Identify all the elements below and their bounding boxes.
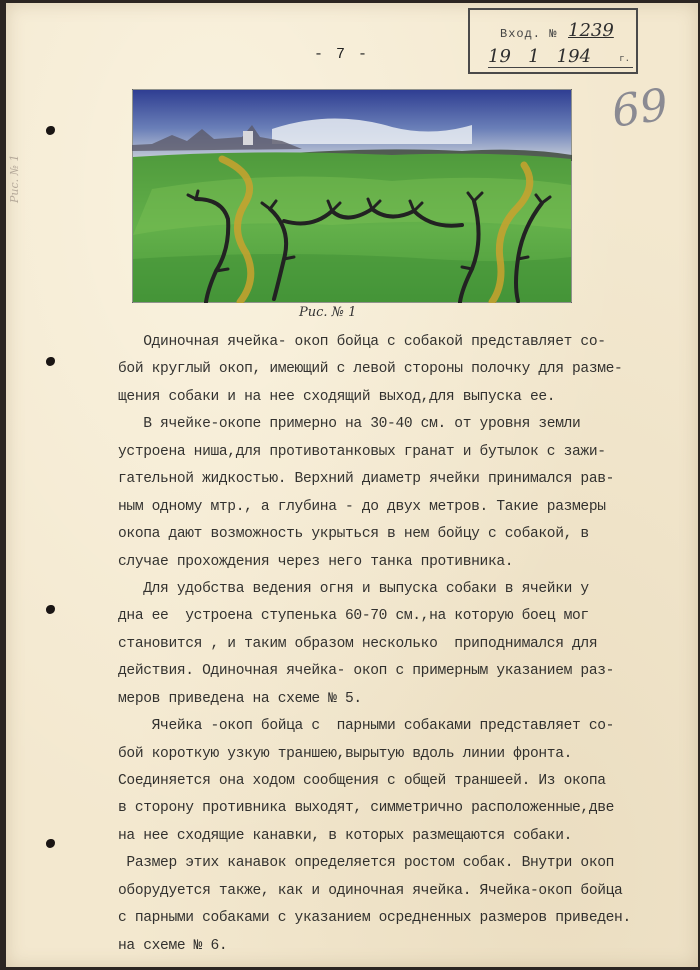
text-line: Ячейка -окоп бойца с парными собаками представляет со- <box>118 718 615 735</box>
punch-hole <box>46 357 55 366</box>
text-line: действия. Одиночная ячейка- окоп с примерным указанием раз- <box>118 663 615 680</box>
punch-hole <box>46 839 55 848</box>
body-text <box>118 329 678 960</box>
stamp-number: 1239 <box>568 20 614 41</box>
field-shade <box>133 254 571 302</box>
text-line: гательной жидкостью. Верхний диаметр ячейки принимался рав- <box>118 471 615 488</box>
punch-hole <box>46 605 55 614</box>
document-page <box>6 3 698 967</box>
text-line: бой круглый окоп, имеющий с левой стороны полочку для разме- <box>118 361 623 378</box>
text-line: ным одному мтр., а глубина - до двух метров. Такие размеры <box>118 498 606 515</box>
text-line: оборудуется также, как и одиночная ячейка. Ячейка-окоп бойца <box>118 882 623 899</box>
text-line: Размер этих канавок определяется ростом собак. Внутри окоп <box>118 855 615 872</box>
watercolor-illustration <box>132 89 572 303</box>
text-line: бой короткую узкую траншею,вырытую вдоль линии фронта. <box>118 745 573 762</box>
text-line: Соединяется она ходом сообщения с общей траншеей. Из окопа <box>118 773 606 789</box>
text-line: с парными собаками с указанием осредненных размеров приведен. <box>118 910 631 927</box>
church <box>243 131 253 145</box>
registration-stamp <box>468 8 638 74</box>
text-line: случае прохождения через него танка противника. <box>118 553 514 570</box>
stamp-year-suffix: г. <box>619 54 630 64</box>
text-line: В ячейке-окопе примерно на 30-40 см. от уровня земли <box>118 416 581 433</box>
stamp-date: 19 1 194 <box>488 46 633 68</box>
text-line: устроена ниша,для противотанковых гранат и бутылок с зажи- <box>118 443 606 460</box>
text-line: окопа дают возможность укрыться в нем бойцу с собакой, в <box>118 526 589 543</box>
page-number: - 7 - <box>314 46 370 63</box>
punch-hole <box>46 126 55 135</box>
stamp-label: Вход. № <box>500 27 558 41</box>
text-line: щения собаки и на нее сходящий выход,для выпуска ее. <box>118 388 556 405</box>
text-line: на схеме № 6. <box>118 937 228 954</box>
text-line: становится , и таким образом несколько приподнимался для <box>118 635 598 652</box>
text-line: дна ее устроена ступенька 60-70 см.,на которую боец мог <box>118 608 589 625</box>
text-line: Одиночная ячейка- окоп бойца с собакой представляет со- <box>118 334 606 350</box>
margin-note: Рис. № 1 <box>8 154 21 203</box>
text-line: на нее сходящие канавки, в которых размещаются собаки. <box>118 827 573 844</box>
text-line: в сторону противника выходят, симметрично расположенные,две <box>118 800 615 817</box>
text-line: меров приведена на схеме № 5. <box>118 690 362 707</box>
text-line: Для удобства ведения огня и выпуска собаки в ячейки у <box>118 580 589 597</box>
figure-caption: Рис. № 1 <box>299 305 357 320</box>
archive-folio-number: 69 <box>608 79 672 138</box>
